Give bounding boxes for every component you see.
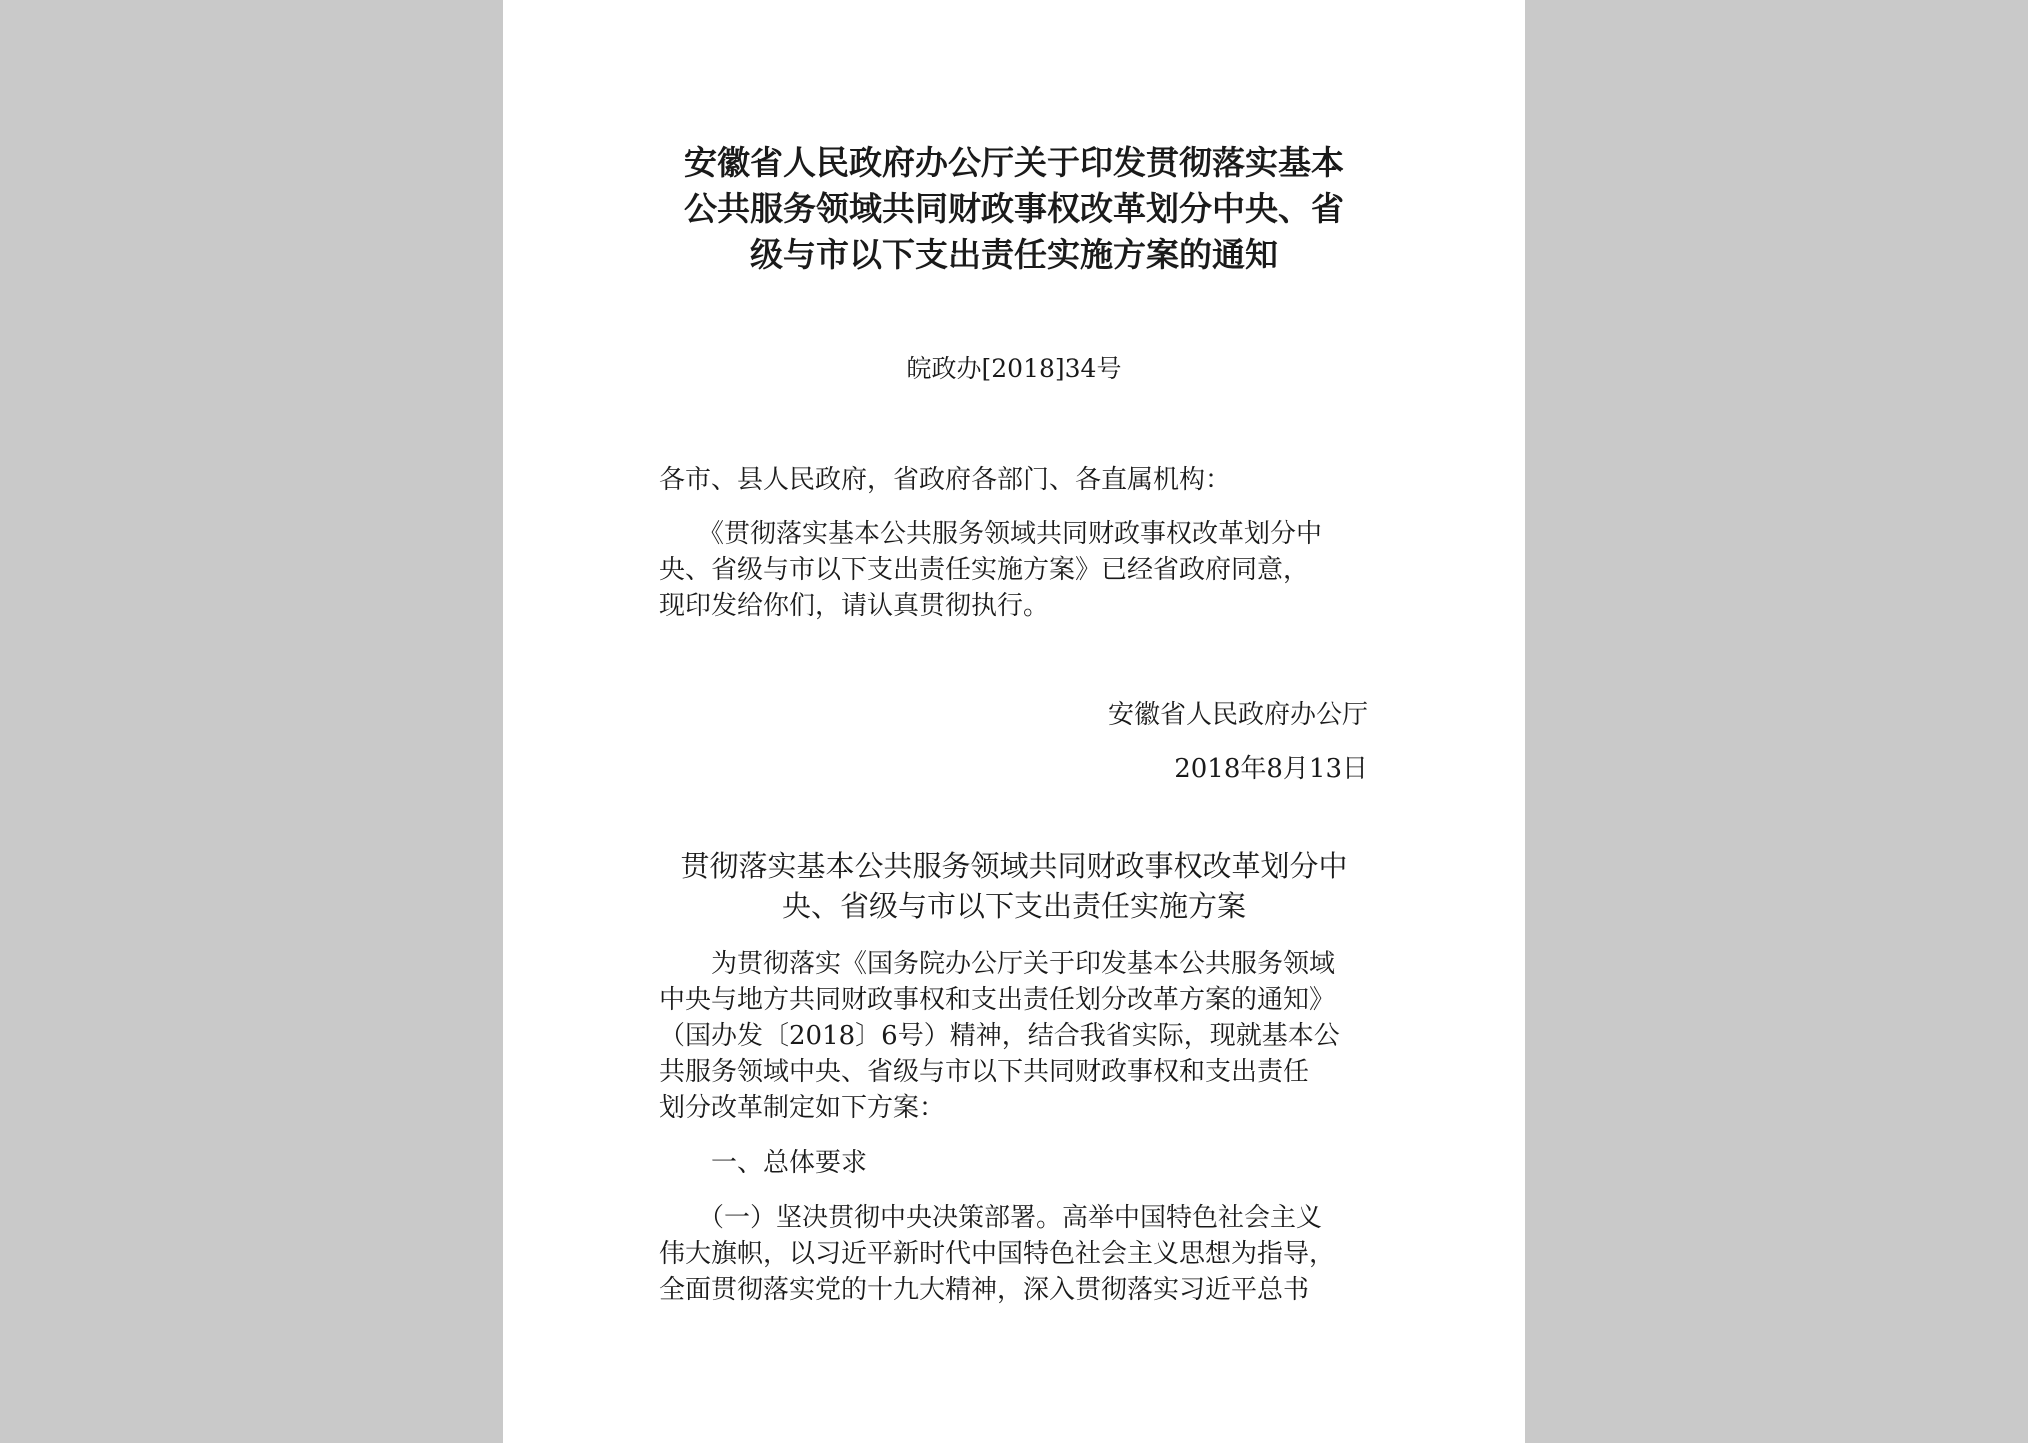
paragraph-line: 共服务领域中央、省级与市以下共同财政事权和支出责任 [659,1057,1310,1087]
paragraph-line: 央、省级与市以下支出责任实施方案》已经省政府同意， [659,555,1310,585]
signature-date: 2018年8月13日 [1174,754,1368,784]
title-line: 级与市以下支出责任实施方案的通知 [750,235,1278,274]
intro-paragraph [659,516,1322,624]
paragraph-line: 全面贯彻落实党的十九大精神，深入贯彻落实习近平总书 [659,1275,1310,1305]
paragraph-line: （一）坚决贯彻中央决策部署。高举中国特色社会主义 [659,1203,1323,1233]
paragraph-line: 《贯彻落实基本公共服务领域共同财政事权改革划分中 [659,519,1323,549]
paragraph-line: 现印发给你们，请认真贯彻执行。 [659,591,1050,621]
title-line: 公共服务领域共同财政事权改革划分中央、省 [684,189,1344,228]
paragraph-line: 中央与地方共同财政事权和支出责任划分改革方案的通知》 [659,985,1336,1015]
plan-title-line: 贯彻落实基本公共服务领域共同财政事权改革划分中 [680,849,1348,883]
plan-title [653,846,1375,926]
paragraph-line: 伟大旗帜，以习近平新时代中国特色社会主义思想为指导， [659,1239,1336,1269]
signature-organization: 安徽省人民政府办公厅 [1107,700,1368,730]
paragraph-line: 为贯彻落实《国务院办公厅关于印发基本公共服务领域 [659,949,1336,979]
document-title [653,140,1375,278]
document-page [503,0,1525,1443]
title-line: 安徽省人民政府办公厅关于印发贯彻落实基本 [684,143,1344,182]
addressee: 各市、县人民政府，省政府各部门、各直属机构： [659,465,1232,495]
section-heading: 一、总体要求 [659,1148,868,1178]
paragraph-line: 划分改革制定如下方案： [659,1093,946,1123]
document-number: 皖政办[2018]34号 [906,354,1122,383]
section-paragraph [659,1200,1335,1308]
paragraph-line: （国办发〔2018〕6号）精神，结合我省实际，现就基本公 [659,1021,1340,1051]
plan-title-line: 央、省级与市以下支出责任实施方案 [781,889,1246,923]
plan-intro-paragraph [659,946,1340,1126]
